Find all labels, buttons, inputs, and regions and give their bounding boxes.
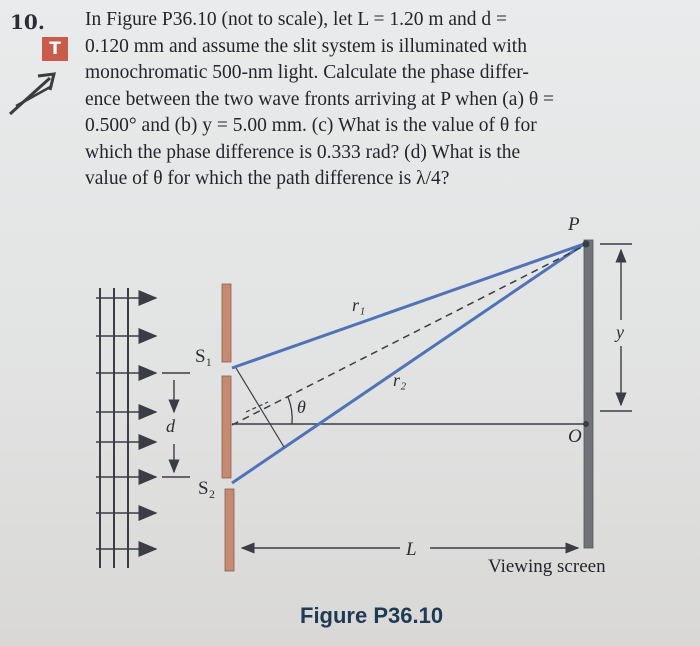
o-label: O [568, 426, 582, 447]
perpendicular-construction [236, 368, 284, 447]
p-label: P [568, 214, 580, 235]
r1-label: r₁ [352, 295, 366, 315]
d-label: d [166, 416, 175, 436]
figure-caption: Figure P36.10 [300, 603, 444, 628]
s1-label: S₁ [195, 346, 213, 367]
problem-line: ence between the two wave fronts arriving at P when (a) θ = [85, 88, 555, 110]
slit-barrier [222, 284, 234, 571]
theta-arc [288, 397, 292, 424]
incident-rays [96, 298, 156, 549]
problem-line: 0.120 mm and assume the slit system is illuminated with [85, 35, 527, 57]
tutorial-badge: T [42, 37, 68, 61]
viewing-screen-label: Viewing screen [488, 556, 606, 577]
rays [232, 244, 584, 483]
problem-line: 0.500° and (b) y = 5.00 mm. (c) What is the value of θ for [85, 115, 537, 136]
point-p [583, 241, 590, 248]
s2-label: S₂ [198, 478, 216, 499]
problem-line: In Figure P36.10 (not to scale), let L = 1.20 m and d = [85, 9, 508, 30]
theta-label: θ [297, 397, 306, 417]
problem-line: value of θ for which the path difference is λ/4? [85, 168, 450, 189]
y-label: y [616, 322, 624, 342]
point-o [583, 421, 589, 427]
dashed-center-ray [232, 246, 584, 425]
l-label: L [406, 539, 417, 560]
problem-number: 10. [10, 10, 45, 34]
r2-label: r₂ [393, 370, 407, 390]
viewing-screen [584, 240, 593, 548]
problem-line: monochromatic 500-nm light. Calculate the phase differ- [85, 62, 529, 83]
incident-wavefronts [100, 288, 128, 568]
problem-line: which the phase difference is 0.333 rad? (d) What is the [85, 141, 521, 163]
